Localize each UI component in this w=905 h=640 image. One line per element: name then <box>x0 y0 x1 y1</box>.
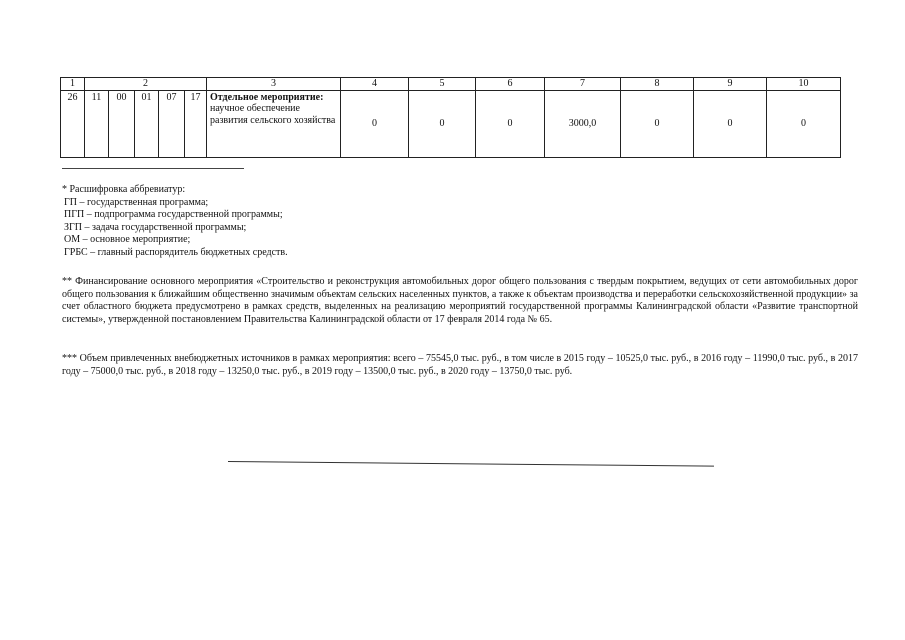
header-cell-4: 4 <box>341 78 409 91</box>
header-row <box>61 78 841 91</box>
header-cell-2: 2 <box>85 78 207 91</box>
code-cell: 11 <box>85 90 109 157</box>
footnote-divider <box>62 168 244 169</box>
header-cell-7: 7 <box>545 78 621 91</box>
value-cell: 3000,0 <box>545 90 621 157</box>
abbreviation-legend-title: * Расшифровка аббревиатур: <box>62 184 186 195</box>
abbreviation-item: ОМ – основное мероприятие; <box>64 234 191 246</box>
abbreviation-legend <box>62 184 482 260</box>
header-cell-10: 10 <box>767 78 841 91</box>
value-cell: 0 <box>767 90 841 157</box>
code-cell: 07 <box>159 90 185 157</box>
value-cell: 0 <box>341 90 409 157</box>
code-cell: 17 <box>185 90 207 157</box>
abbreviation-item: ГП – государственная программа; <box>64 196 209 208</box>
extrabudgetary-footnote: *** Объем привлеченных внебюджетных источников в рамках мероприятия: всего – 75545,0 тыс. руб., в том числе в 2015 году – 10525,0 тыс. руб., в 2016 году – 11990,0 тыс. руб., в 2017 году – 75000,0 тыс. руб., в 2018 году – 13250,0 тыс. руб., в 2019 году – 13500,0 тыс. руб., в 2020 году – 13750,0 тыс. руб. <box>62 353 858 377</box>
value-cell: 0 <box>409 90 476 157</box>
table-row <box>61 90 841 157</box>
value-cell: 0 <box>476 90 545 157</box>
code-cell: 26 <box>61 90 85 157</box>
code-cell: 00 <box>109 90 135 157</box>
value-cell: 0 <box>694 90 767 157</box>
budget-table <box>60 77 841 158</box>
abbreviation-item: ПГП – подпрограмма государственной программы; <box>64 209 283 221</box>
abbreviation-item: ГРБС – главный распорядитель бюджетных средств. <box>64 246 288 258</box>
header-cell-9: 9 <box>694 78 767 91</box>
end-of-document-line <box>228 461 714 467</box>
code-cell: 01 <box>135 90 159 157</box>
description-title: Отдельное мероприятие: <box>210 91 324 103</box>
financing-footnote: ** Финансирование основного мероприятия «Строительство и реконструкция автомобильных дорог общего пользования с твердым покрытием, ведущих от сети автомобильных дорог общего пользования к ближайшим общественно значимым объектам сельских населенных пунктов, а также к объектам производства и переработки сельскохозяйственной продукции» за счет областного бюджета предусмотрено в рамках средств, выделенных на реализацию мероприятий государственной программы Калининградской области «Развитие транспортной системы», утвержденной постановлением Правительства Калининградской области от 17 февраля 2014 года № 65. <box>62 276 858 325</box>
abbreviation-item: ЗГП – задача государственной программы; <box>64 221 247 233</box>
header-cell-3: 3 <box>207 78 341 91</box>
description-cell <box>207 90 341 157</box>
value-cell: 0 <box>621 90 694 157</box>
header-cell-8: 8 <box>621 78 694 91</box>
header-cell-5: 5 <box>409 78 476 91</box>
header-cell-6: 6 <box>476 78 545 91</box>
description-body: научное обеспечение развития сельского хозяйства <box>210 103 336 126</box>
header-cell-1: 1 <box>61 78 85 91</box>
